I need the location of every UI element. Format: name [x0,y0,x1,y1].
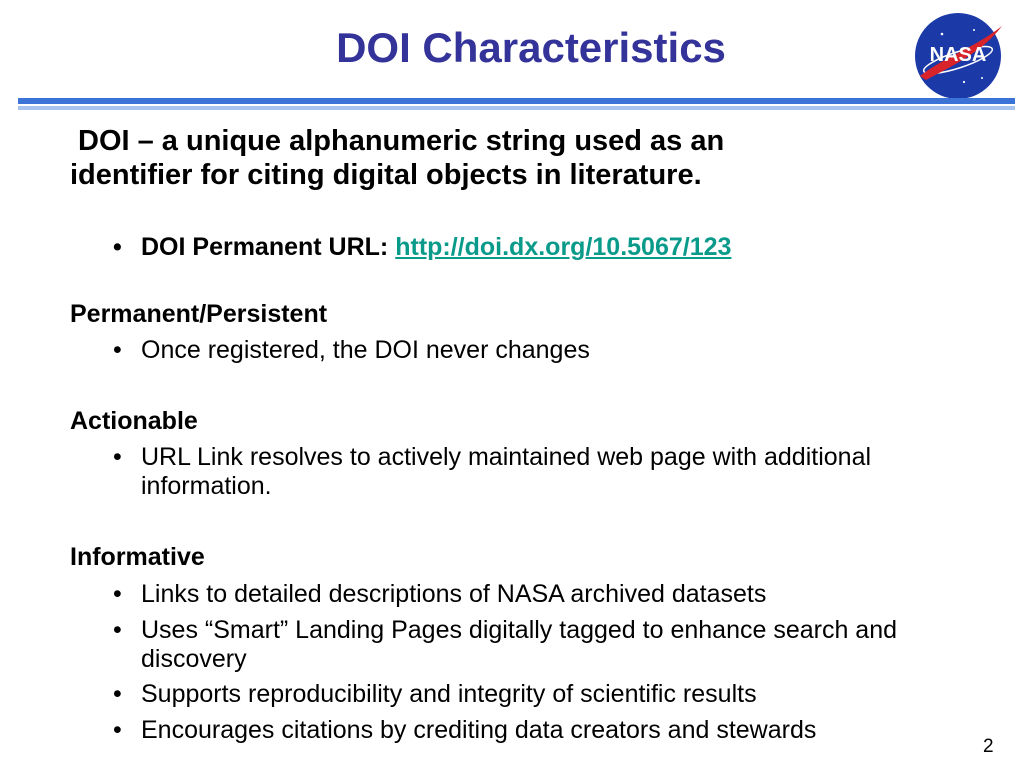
slide-title: DOI Characteristics [336,24,726,71]
nasa-logo-text: NASA [929,44,987,66]
title-divider-shadow [18,106,1015,110]
list-item [113,580,991,609]
bullet-dot: • [113,680,122,708]
permanent-url-label: DOI Permanent URL: [141,233,389,261]
list-item-text: Links to detailed descriptions of NASA archived datasets [141,580,767,608]
permanent-url-link[interactable]: http://doi.dx.org/10.5067/123 [395,233,732,261]
section-heading-actionable: Actionable [70,407,198,435]
page-number: 2 [983,736,994,757]
list-item [113,336,991,365]
bullet-dot: • [113,443,122,471]
list-item-text: Supports reproducibility and integrity of scientific results [141,680,757,708]
doi-definition [70,124,950,192]
doi-definition-line-1: DOI – a unique alphanumeric string used as an [78,125,725,157]
bullet-dot: • [113,716,122,744]
list-item [113,680,991,709]
section-heading-informative: Informative [70,543,205,571]
section-heading-permanent: Permanent/Persistent [70,300,328,328]
list-item [113,716,991,745]
permanent-url-bullet [113,233,991,262]
list-item-text: Uses “Smart” Landing Pages digitally tagged to enhance search and discovery [141,616,898,673]
bullet-dot: • [113,580,122,608]
doi-definition-line-2: identifier for citing digital objects in literature. [70,159,702,191]
list-item-text: URL Link resolves to actively maintained web page with additional information. [141,443,872,500]
bullet-dot: • [113,233,122,261]
list-item [113,616,971,674]
title-divider [18,98,1015,104]
nasa-logo [912,10,1004,102]
list-item-text: Once registered, the DOI never changes [141,336,590,364]
bullet-dot: • [113,336,122,364]
list-item [113,443,881,501]
list-item-text: Encourages citations by crediting data creators and stewards [141,716,817,744]
bullet-dot: • [113,616,122,644]
